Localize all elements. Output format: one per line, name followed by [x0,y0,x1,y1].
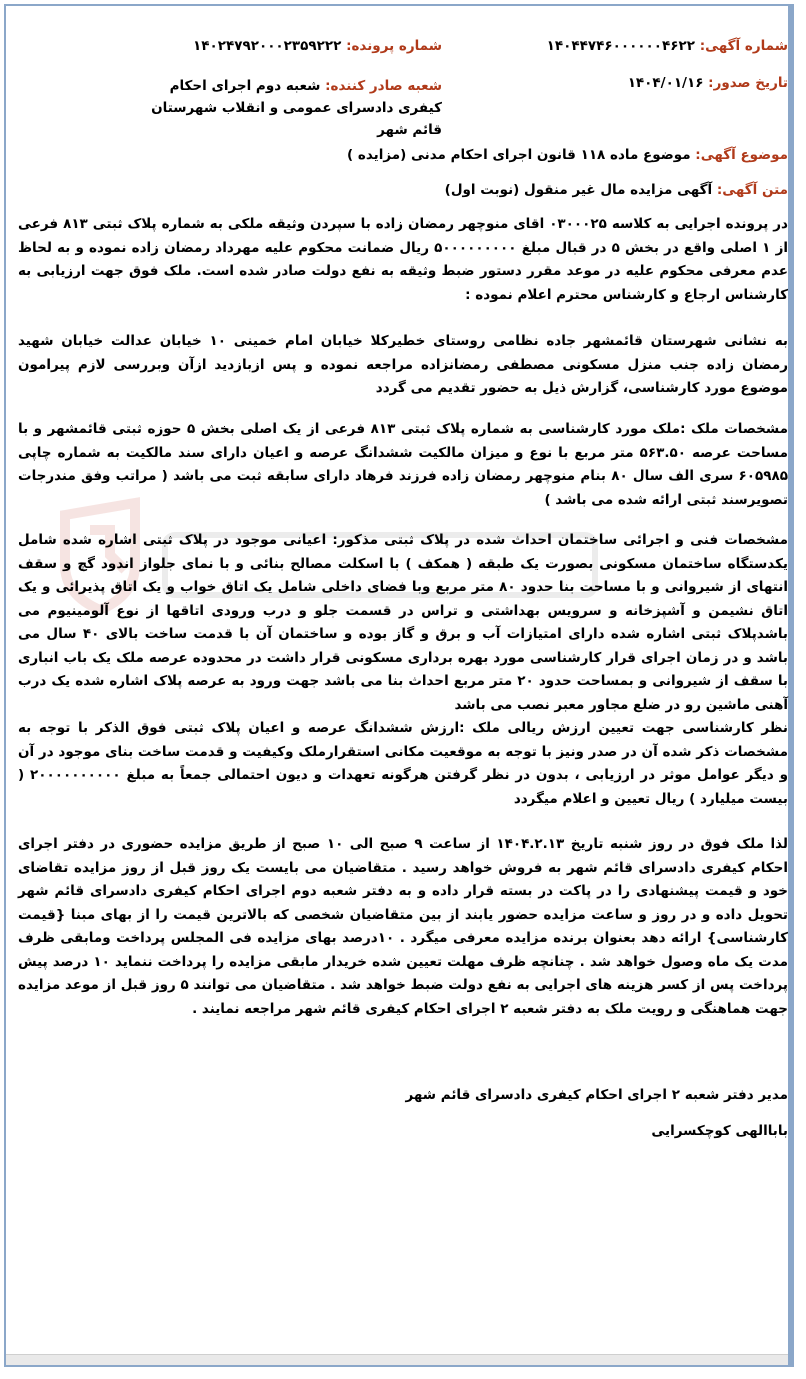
issuing-branch-value: شعبه دوم اجرای احکام کیفری دادسرای عمومی و انقلاب شهرستان قائم شهر [151,78,442,138]
auction-terms-paragraph: لذا ملک فوق در روز شنبه تاریخ ۱۴۰۴.۲.۱۳ از ساعت ۹ صبح الی ۱۰ صبح از طریق مزایده حضوری در دفتر اجرای احکام کیفری دادسرای قائم شهر به فروش خواهد رسید . متقاضیان می بایست یک روز قبل از روز مزایده تقاضای خود و قیمت پیشنهادی را در پاکت در بسته قرار داده و به دفتر شعبه دوم اجرای احکام کیفری دادسرای قائم شهر تحویل داده و در روز و ساعت مزایده حضور یابند از بین متقاضیان شخصی که بالاترین قیمت را از بهای مبنا {قیمت کارشناسی} ارائه دهد بعنوان برنده مزایده معرفی میگرد . ۱۰درصد بهای مزایده فی المجلس پرداخت ومابقی ظرف مدت یک ماه وصول خواهد شد . چنانچه ظرف مهلت تعیین شده خریدار مابقی مزایده را پرداخت ننماید ۱۰ درصد پیش پرداخت پس از کسر هزینه های اجرایی به نفع دولت ضبط خواهد شد . متقاضیان می توانند ۵ روز قبل از موعد مزایده جهت هماهنگی و رویت ملک به دفتر شعبه ۲ اجرای احکام کیفری قائم شهر مراجعه نمایند . [18,836,788,1017]
notice-text-value: آگهی مزایده مال غیر منقول (نوبت اول) [444,182,713,198]
notice-number [547,38,788,54]
signature-name: باباالهی کوچکسرایی [651,1123,788,1139]
notice-subject-label: موضوع آگهی: [695,147,788,163]
case-paragraph: در پرونده اجرایی به کلاسه ۰۳۰۰۰۲۵ اقای منوچهر رمضان زاده با سپردن وثیقه ملکی به شماره پلاک ثبتی ۸۱۳ فرعی از ۱ اصلی واقع در بخش ۵ در قبال مبلغ ۵۰۰۰۰۰۰۰۰۰ ریال ضمانت محکوم علیه مهرداد رمضان زاده نموده و به لحاظ عدم معرفی محکوم علیه در موعد مقرر دستور ضبط وثیقه به نفع دولت صادر شده است. ملک فوق جهت ارزیابی به کارشناس ارجاع و کارشناس محترم اعلام نموده : [18,216,788,303]
property-specs-paragraph: مشخصات ملک :ملک مورد کارشناسی به شماره پلاک ثبتی ۸۱۳ فرعی از یک اصلی بخش ۵ حوزه ثبتی قائمشهر و با مساحت عرصه ۵۶۳.۵۰ متر مربع با نوع و میزان مالکیت ششدانگ عرصه و اعیان دارای سند مالکیت به شماره چاپی ۶۰۵۹۸۵ سری الف سال ۸۰ بنام منوچهر رمضان زاده فرزند فرهاد دارای سابقه ثبت می باشد ( مراتب وفق مندرجات تصویرسند ثبتی ارائه شده می باشد ) [18,421,789,508]
issue-date-value: ۱۴۰۴/۰۱/۱۶ [627,75,704,91]
notice-text-label: متن آگهی: [716,182,788,198]
issuing-branch-label: شعبه صادر کننده: [325,78,442,94]
notice-subject-value: موضوع ماده ۱۱۸ قانون اجرای احکام مدنی (مزایده ) [347,147,691,163]
valuation-paragraph: نظر کارشناسی جهت تعیین ارزش ریالی ملک :ارزش ششدانگ عرصه و اعیان پلاک ثبتی فوق الذکر با توجه به مشخصات ذکر شده آن در صدر ونیز با توجه به موقعیت مکانی استقرارملک وکیفیت و قدمت ساخت بنای موجود در آن و دیگر عوامل موثر در ارزیابی ، بدون در نظر گرفتن هرگونه تعهدات و دیون احتمالی جمعاً به مبلغ ۲۰۰۰۰۰۰۰۰۰۰ ( بیست میلیارد ) ریال تعیین و اعلام میگردد [18,720,788,807]
building-specs-paragraph: مشخصات فنی و اجرائی ساختمان احداث شده در پلاک ثبتی مذکور: اعیانی موجود در پلاک ثبتی اشاره شده شامل یکدستگاه ساختمان مسکونی بصورت یک طبقه ( همکف ) با اسکلت مصالح بنائی و با نمای جلواز اندود گچ و سقف انتهای از شیروانی و با مساحت بنا حدود ۸۰ متر مربع وبا فضای داخلی شامل یک اتاق خواب و یک اتاق پذیرائی و یک اتاق نشیمن و آشپزخانه و سرویس بهداشتی و تراس در قسمت جلو و درب ورودی اتاقها از نوع آلومینیوم می باشدپلاک ثبتی اشاره شده دارای امتیازات آب و برق و گاز بوده و ساختمان آن با قدمت ساخت بالای ۴۰ سال می باشد و در زمان اجرای قرار کارشناسی مورد بهره برداری مسکونی قرار داشت در محدوده عرصه ملک یک باب انباری با سقف از شیروانی و بمساحت حدود ۲۰ متر مربع احداث بنا می باشد جهت ورود به عرصه پلاک اشاره شده یک درب آهنی ماشین رو در ضلع مجاور معبر نصب می باشد [18,532,789,713]
notice-subject [347,147,788,163]
address-paragraph: به نشانی شهرستان قائمشهر جاده نظامی روستای خطیرکلا خیابان امام خمینی ۱۰ خیابان عدالت خیابان شهید رمضان زاده جنب منزل مسکونی مصطفی رمضانزاده مراجعه نموده و پس ازبازدید ازآن وبررسی لازم پیرامون موضوع مورد کارشناسی، گزارش ذیل به حضور تقدیم می گردد [18,333,788,396]
file-number [193,38,442,54]
issue-date [628,75,788,91]
notice-number-value: ۱۴۰۴۴۷۴۶۰۰۰۰۰۰۴۶۲۲ [546,38,695,54]
file-number-value: ۱۴۰۲۴۷۹۲۰۰۰۲۳۵۹۲۲۲ [193,38,342,54]
issuing-branch [122,75,442,141]
signature-title: مدیر دفتر شعبه ۲ اجرای احکام کیفری دادسرای قائم شهر [405,1087,788,1103]
file-number-label: شماره پرونده: [346,38,442,54]
notice-number-label: شماره آگهی: [699,38,788,54]
notice-text-heading [445,182,788,198]
issue-date-label: تاریخ صدور: [708,75,788,91]
